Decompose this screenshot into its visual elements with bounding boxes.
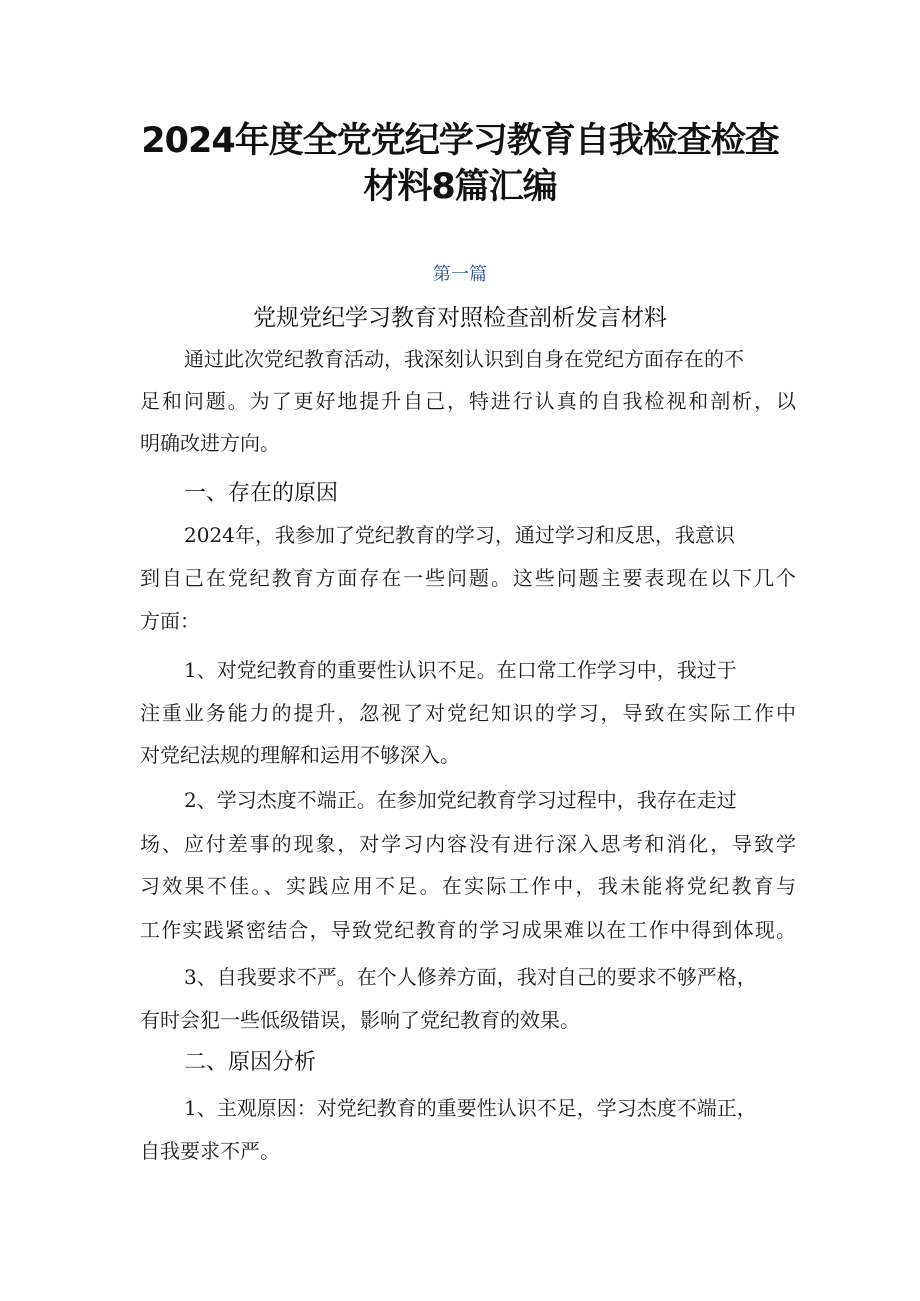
paragraph-line: 通过此次党纪教育活动，我深刻认识到自身在党纪方面存在的不 [184, 347, 744, 371]
paragraph-line: 3、自我要求不严。在个人修养方面，我对自己的要求不够严格， [184, 965, 757, 989]
paragraph-line: 方面： [140, 609, 200, 633]
paragraph-line: 自我要求不严。 [140, 1139, 280, 1163]
paragraph-line: 到自己在党纪教育方面存在一些问题。这些问题主要表现在以下几个 [140, 566, 796, 590]
paragraph-line: 足和问题。为了更好地提升自己，特进行认真的自我检视和剖析，以 [140, 389, 796, 413]
paragraph-line: 工作实践紧密结合，导致党纪教育的学习成果难以在工作中得到体现。 [140, 918, 796, 942]
paragraph-line: 场、应付差事的现象，对学习内容没有进行深入思考和消化，导致学 [140, 832, 796, 856]
section-heading: 一、存在的原因 [184, 481, 339, 506]
paragraph-line: 2024年，我参加了党纪教育的学习，通过学习和反思，我意识 [184, 523, 735, 547]
paragraph-line: 有时会犯一些低级错误，影响了党纪教育的效果。 [140, 1008, 580, 1032]
paragraph-line: 明确改进方向。 [140, 431, 280, 455]
document-title-line-2: 材料8篇汇编 [363, 167, 557, 207]
paragraph-line: 注重业务能力的提升，忽视了对党纪知识的学习，导致在实际工作中 [140, 701, 796, 725]
paragraph-line: 习效果不佳。、实践应用不足。在实际工作中，我未能将党纪教育与 [140, 874, 796, 898]
paragraph-line: 对党纪法规的理解和运用不够深入。 [140, 743, 460, 767]
paragraph-line: 2、学习杰度不端正。在参加党纪教育学习过程中，我存在走过 [184, 788, 737, 812]
section-heading: 二、原因分析 [184, 1050, 317, 1075]
section-subtitle: 党规党纪学习教育对照检查剖析发言材料 [253, 305, 667, 331]
paragraph-line: 1、主观原因：对党纪教育的重要性认识不足，学习杰度不端正， [184, 1096, 757, 1120]
paragraph-line: 1、对党纪教育的重要性认识不足。在口常工作学习中，我过于 [184, 658, 737, 682]
chapter-label: 第一篇 [433, 264, 487, 285]
document-title-line-1: 2024年度全党党纪学习教育自我检查检查 [141, 121, 779, 161]
